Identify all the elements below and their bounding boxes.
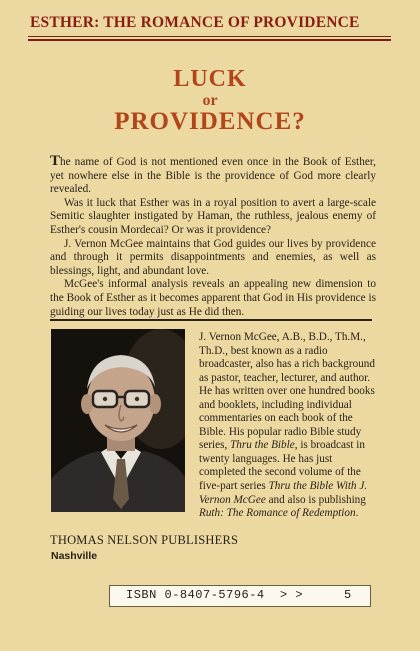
publisher-name: THOMAS NELSON PUBLISHERS bbox=[50, 533, 239, 547]
isbn-label bbox=[109, 585, 371, 607]
author-photo bbox=[51, 329, 185, 512]
header-rule-thin bbox=[28, 36, 391, 37]
blurb-text bbox=[50, 155, 376, 319]
drop-cap: T bbox=[50, 153, 61, 169]
series-header bbox=[30, 14, 390, 32]
series-label: ESTHER: bbox=[30, 14, 100, 31]
isbn-number: ISBN 0-8407-5796-4 > > bbox=[126, 588, 304, 602]
blurb-paragraph-1 bbox=[50, 155, 376, 197]
blurb-p1-text: he name of God is not mentioned even once in the Book of Esther, yet nowhere else in the Bible is the providence of God more clearly revealed. bbox=[50, 156, 376, 196]
bio-series-title: Thru the Bible bbox=[230, 439, 295, 452]
headline-providence: PROVIDENCE? bbox=[114, 108, 306, 135]
publisher-city: Nashville bbox=[51, 550, 98, 562]
author-bio bbox=[199, 331, 379, 521]
bio-series-title-2: Thru the Bible With J. Vernon McGee bbox=[199, 480, 368, 506]
blurb-paragraph-2: Was it luck that Esther was in a royal position to avert a large-scale Semitic slaughter instigated by Haman, the ruthless, jealous enemy of Esther's cousin Mordecai? Or was it providence? bbox=[50, 196, 376, 236]
isbn-suffix: 5 bbox=[344, 588, 352, 602]
section-divider bbox=[50, 319, 372, 321]
header-rule-thick bbox=[28, 39, 391, 41]
bio-text-4: . bbox=[355, 507, 359, 520]
bio-text-3: and also is publishing bbox=[265, 493, 366, 506]
headline-luck: LUCK bbox=[173, 66, 247, 92]
bio-book-title: Ruth: The Romance of Redemption bbox=[199, 507, 356, 520]
blurb-paragraph-3: J. Vernon McGee maintains that God guides our lives by providence and through it permits disappointments and enemies, as well as blessings, light, and abundant love. bbox=[50, 237, 376, 277]
series-title: THE ROMANCE OF PROVIDENCE bbox=[103, 14, 360, 31]
headline-or: or bbox=[202, 92, 218, 109]
author-portrait-graphic bbox=[51, 329, 185, 512]
bio-text-1: J. Vernon McGee, A.B., B.D., Th.M., Th.D., best known as a radio broadcaster, also has a rich background as pastor, teacher, lecturer, and author. He has written over one hundred books and booklets, including individual commentaries on each book of the Bible. His popular radio Bible study series, bbox=[199, 331, 375, 452]
bio-text-2: , is broadcast in twenty languages. He has just completed the second volume of the five-part series bbox=[199, 439, 365, 493]
blurb-paragraph-4: McGee's informal analysis reveals an appealing new dimension to the Book of Esther as it becomes apparent that God in His providence is guiding our lives today just as He did then. bbox=[50, 278, 376, 318]
